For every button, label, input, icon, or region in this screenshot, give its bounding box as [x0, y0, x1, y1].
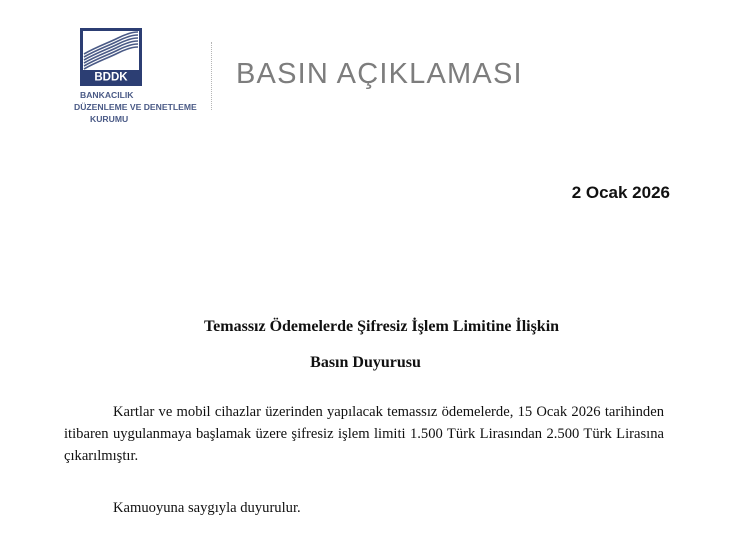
page-title: BASIN AÇIKLAMASI	[236, 58, 523, 90]
logo-caption-line-3: KURUMU	[90, 114, 129, 124]
body-paragraph: Kartlar ve mobil cihazlar üzerinden yapılacak temassız ödemelerde, 15 Ocak 2026 tarihinden itibaren uygulanmaya başlamak üzere şifresiz işlem limiti 1.500 Türk Lirasından 2.500 Türk Lirasına çıkarılmıştır.	[64, 404, 664, 464]
logo-acronym: BDDK	[94, 71, 128, 84]
bddk-logo	[80, 28, 142, 86]
logo-caption-line-2: DÜZENLEME VE DENETLEME	[74, 102, 197, 112]
bddk-logo-icon	[80, 28, 142, 86]
closing-line: Kamuoyuna saygıyla duyurulur.	[113, 500, 301, 516]
headline-line-2: Basın Duyurusu	[310, 354, 421, 371]
document-date: 2 Ocak 2026	[571, 183, 670, 202]
header-divider	[211, 42, 212, 110]
logo-caption-line-1: BANKACILIK	[80, 90, 134, 100]
logo-caption	[74, 89, 197, 125]
headline-line-1: Temassız Ödemelerde Şifresiz İşlem Limitine İlişkin	[203, 318, 560, 335]
